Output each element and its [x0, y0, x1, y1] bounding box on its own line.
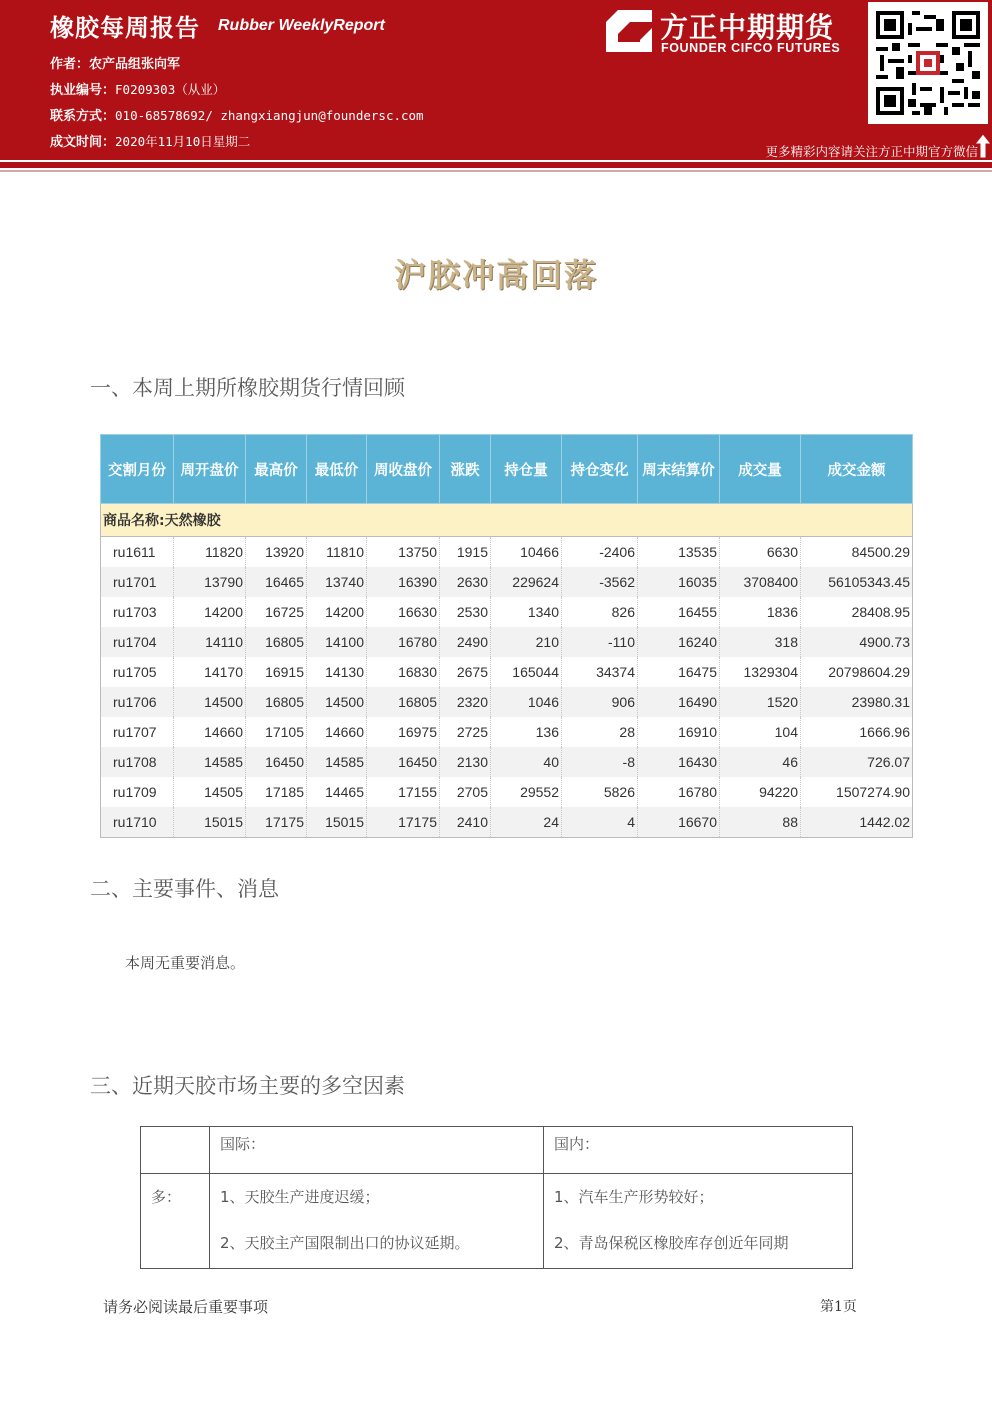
table-cell: 229624	[491, 567, 562, 597]
table-cell: 1836	[720, 597, 801, 627]
section1-heading: 一、本周上期所橡胶期货行情回顾	[90, 376, 405, 400]
table-cell: 14500	[307, 687, 367, 717]
international-label: 国际：	[220, 1135, 266, 1153]
table-cell: 16805	[246, 627, 307, 657]
table-cell: 16240	[638, 627, 720, 657]
table-cell: 14505	[174, 777, 246, 807]
table-row	[101, 717, 913, 747]
table-cell: 318	[720, 627, 801, 657]
column-header: 成交金额	[801, 435, 913, 504]
bullish-label: 多：	[151, 1188, 182, 1206]
table-cell: 1340	[491, 597, 562, 627]
domestic-label: 国内：	[554, 1135, 600, 1153]
table-cell: 13740	[307, 567, 367, 597]
column-header: 最低价	[307, 435, 367, 504]
factor-table	[140, 1126, 853, 1269]
table-cell: 56105343.45	[801, 567, 913, 597]
international-header	[210, 1127, 544, 1174]
table-cell: 2675	[440, 657, 491, 687]
table-cell: 16910	[638, 717, 720, 747]
table-cell: 3708400	[720, 567, 801, 597]
qr-code-icon	[876, 10, 980, 116]
table-cell: 165044	[491, 657, 562, 687]
page-number: 第1页	[820, 1299, 857, 1315]
section3-heading: 三、近期天胶市场主要的多空因素	[90, 1074, 405, 1098]
column-header: 交割月份	[101, 435, 174, 504]
table-cell: 23980.31	[801, 687, 913, 717]
table-cell: 11810	[307, 537, 367, 568]
table-cell: 14110	[174, 627, 246, 657]
author-label: 作者：	[50, 57, 90, 72]
table-cell: 2725	[440, 717, 491, 747]
table-cell: 46	[720, 747, 801, 777]
contract-cell: ru1704	[101, 627, 174, 657]
contact-info: 010-68578692/ zhangxiangjun@foundersc.com	[115, 108, 424, 123]
domestic-factor-item: 2、青岛保税区橡胶库存创近年同期	[554, 1234, 789, 1252]
header-stripe-light	[0, 170, 992, 172]
table-cell: 2705	[440, 777, 491, 807]
table-cell: 15015	[174, 807, 246, 838]
wechat-follow-note: 更多精彩内容请关注方正中期官方微信	[765, 144, 978, 159]
table-cell: 94220	[720, 777, 801, 807]
contract-cell: ru1705	[101, 657, 174, 687]
table-cell: 10466	[491, 537, 562, 568]
table-cell: 11820	[174, 537, 246, 568]
column-header: 成交量	[720, 435, 801, 504]
table-cell: 16450	[367, 747, 440, 777]
table-cell: 17175	[367, 807, 440, 838]
table-cell: 16450	[246, 747, 307, 777]
table-cell: 1666.96	[801, 717, 913, 747]
report-title-en: Rubber WeeklyReport	[218, 17, 385, 34]
quote-table-header	[101, 435, 913, 504]
table-cell: 16780	[367, 627, 440, 657]
table-cell: -2406	[562, 537, 638, 568]
table-cell: -3562	[562, 567, 638, 597]
header-stripe	[0, 162, 992, 168]
contract-cell: ru1701	[101, 567, 174, 597]
domestic-factors	[544, 1174, 853, 1269]
international-factor-item: 1、天胶生产进度迟缓；	[220, 1188, 380, 1206]
table-cell: 2320	[440, 687, 491, 717]
table-cell: 14200	[307, 597, 367, 627]
table-cell: 1329304	[720, 657, 801, 687]
contract-cell: ru1710	[101, 807, 174, 838]
table-cell: 28408.95	[801, 597, 913, 627]
table-cell: 1520	[720, 687, 801, 717]
table-cell: 14660	[307, 717, 367, 747]
column-header: 周收盘价	[367, 435, 440, 504]
contact-label: 联系方式：	[50, 109, 116, 124]
table-row	[101, 627, 913, 657]
table-cell: 104	[720, 717, 801, 747]
table-cell: 2130	[440, 747, 491, 777]
table-cell: 5826	[562, 777, 638, 807]
category-row	[101, 504, 913, 537]
report-date: 2020年11月10日星期二	[115, 134, 251, 149]
table-cell: 1442.02	[801, 807, 913, 838]
table-cell: 726.07	[801, 747, 913, 777]
table-cell: 16805	[367, 687, 440, 717]
table-cell: 16780	[638, 777, 720, 807]
table-cell: 88	[720, 807, 801, 838]
table-cell: 29552	[491, 777, 562, 807]
column-header: 周末结算价	[638, 435, 720, 504]
table-cell: 20798604.29	[801, 657, 913, 687]
bullish-row	[141, 1174, 853, 1269]
column-header: 持仓量	[491, 435, 562, 504]
table-cell: 16490	[638, 687, 720, 717]
table-cell: 2410	[440, 807, 491, 838]
table-cell: 16630	[367, 597, 440, 627]
table-cell: 14500	[174, 687, 246, 717]
table-cell: 1046	[491, 687, 562, 717]
table-cell: 14585	[307, 747, 367, 777]
table-cell: 2530	[440, 597, 491, 627]
date-line	[50, 131, 250, 150]
category-label: 商品名称:天然橡胶	[101, 504, 913, 537]
contract-cell: ru1708	[101, 747, 174, 777]
table-cell: 16465	[246, 567, 307, 597]
table-row	[101, 537, 913, 568]
contract-cell: ru1706	[101, 687, 174, 717]
table-cell: 17105	[246, 717, 307, 747]
table-cell: 906	[562, 687, 638, 717]
table-row	[101, 777, 913, 807]
international-factor-item: 2、天胶主产国限制出口的协议延期。	[220, 1234, 470, 1252]
contract-cell: ru1703	[101, 597, 174, 627]
table-cell: 16455	[638, 597, 720, 627]
table-cell: 14585	[174, 747, 246, 777]
table-cell: 16475	[638, 657, 720, 687]
table-cell: 40	[491, 747, 562, 777]
table-cell: 16805	[246, 687, 307, 717]
table-cell: 13790	[174, 567, 246, 597]
table-cell: 6630	[720, 537, 801, 568]
table-cell: 15015	[307, 807, 367, 838]
table-cell: 2490	[440, 627, 491, 657]
table-cell: 17175	[246, 807, 307, 838]
wechat-qr-code	[868, 2, 988, 124]
table-cell: 13535	[638, 537, 720, 568]
table-cell: 1915	[440, 537, 491, 568]
column-header: 涨跌	[440, 435, 491, 504]
table-cell: 14200	[174, 597, 246, 627]
table-cell: 136	[491, 717, 562, 747]
up-arrow-icon	[974, 132, 992, 160]
table-cell: 84500.29	[801, 537, 913, 568]
date-label: 成文时间：	[50, 135, 116, 150]
license-label: 执业编号：	[50, 83, 116, 98]
table-cell: 16830	[367, 657, 440, 687]
domestic-factor-item: 1、汽车生产形势较好；	[554, 1188, 714, 1206]
table-cell: 16975	[367, 717, 440, 747]
footer-notice: 请务必阅读最后重要事项	[103, 1298, 269, 1316]
column-header: 周开盘价	[174, 435, 246, 504]
international-factors	[210, 1174, 544, 1269]
author-line	[50, 53, 180, 72]
table-cell: 13920	[246, 537, 307, 568]
table-cell: 16725	[246, 597, 307, 627]
column-header: 最高价	[246, 435, 307, 504]
table-cell: 16915	[246, 657, 307, 687]
table-row	[101, 657, 913, 687]
table-cell: 16430	[638, 747, 720, 777]
contract-cell: ru1707	[101, 717, 174, 747]
table-cell: 28	[562, 717, 638, 747]
table-cell: 16390	[367, 567, 440, 597]
company-name-cn: 方正中期期货	[660, 11, 835, 44]
table-cell: -110	[562, 627, 638, 657]
table-row	[101, 687, 913, 717]
report-title-cn: 橡胶每周报告	[50, 14, 200, 42]
table-cell: 4900.73	[801, 627, 913, 657]
table-cell: 17155	[367, 777, 440, 807]
table-cell: 16035	[638, 567, 720, 597]
contract-cell: ru1709	[101, 777, 174, 807]
table-cell: 13750	[367, 537, 440, 568]
table-row	[101, 597, 913, 627]
section2-heading: 二、主要事件、消息	[90, 877, 279, 901]
table-cell: 210	[491, 627, 562, 657]
license-number: F0209303（从业）	[115, 82, 226, 97]
license-line	[50, 79, 225, 98]
quote-table	[100, 434, 913, 838]
table-cell: 24	[491, 807, 562, 838]
table-row	[101, 567, 913, 597]
report-header	[0, 0, 992, 160]
domestic-header	[544, 1127, 853, 1174]
table-cell: 2630	[440, 567, 491, 597]
table-cell: 16670	[638, 807, 720, 838]
table-cell: 14170	[174, 657, 246, 687]
factor-header-row	[141, 1127, 853, 1174]
contract-cell: ru1611	[101, 537, 174, 568]
column-header: 持仓变化	[562, 435, 638, 504]
table-cell: -8	[562, 747, 638, 777]
table-row	[101, 747, 913, 777]
contact-line	[50, 105, 424, 124]
table-cell: 17185	[246, 777, 307, 807]
table-cell: 826	[562, 597, 638, 627]
table-cell: 14465	[307, 777, 367, 807]
company-name-en: FOUNDER CIFCO FUTURES	[661, 41, 841, 55]
bullish-label-cell	[141, 1174, 210, 1269]
author-name: 农产品组张向军	[89, 57, 181, 72]
table-cell: 1507274.90	[801, 777, 913, 807]
table-row	[101, 807, 913, 838]
section2-body: 本周无重要消息。	[125, 954, 246, 972]
table-cell: 4	[562, 807, 638, 838]
table-cell: 34374	[562, 657, 638, 687]
table-cell: 14100	[307, 627, 367, 657]
company-logo-icon	[604, 8, 654, 54]
document-title: 沪胶冲高回落	[393, 256, 598, 294]
factor-corner-cell	[141, 1127, 210, 1174]
table-cell: 14130	[307, 657, 367, 687]
table-cell: 14660	[174, 717, 246, 747]
